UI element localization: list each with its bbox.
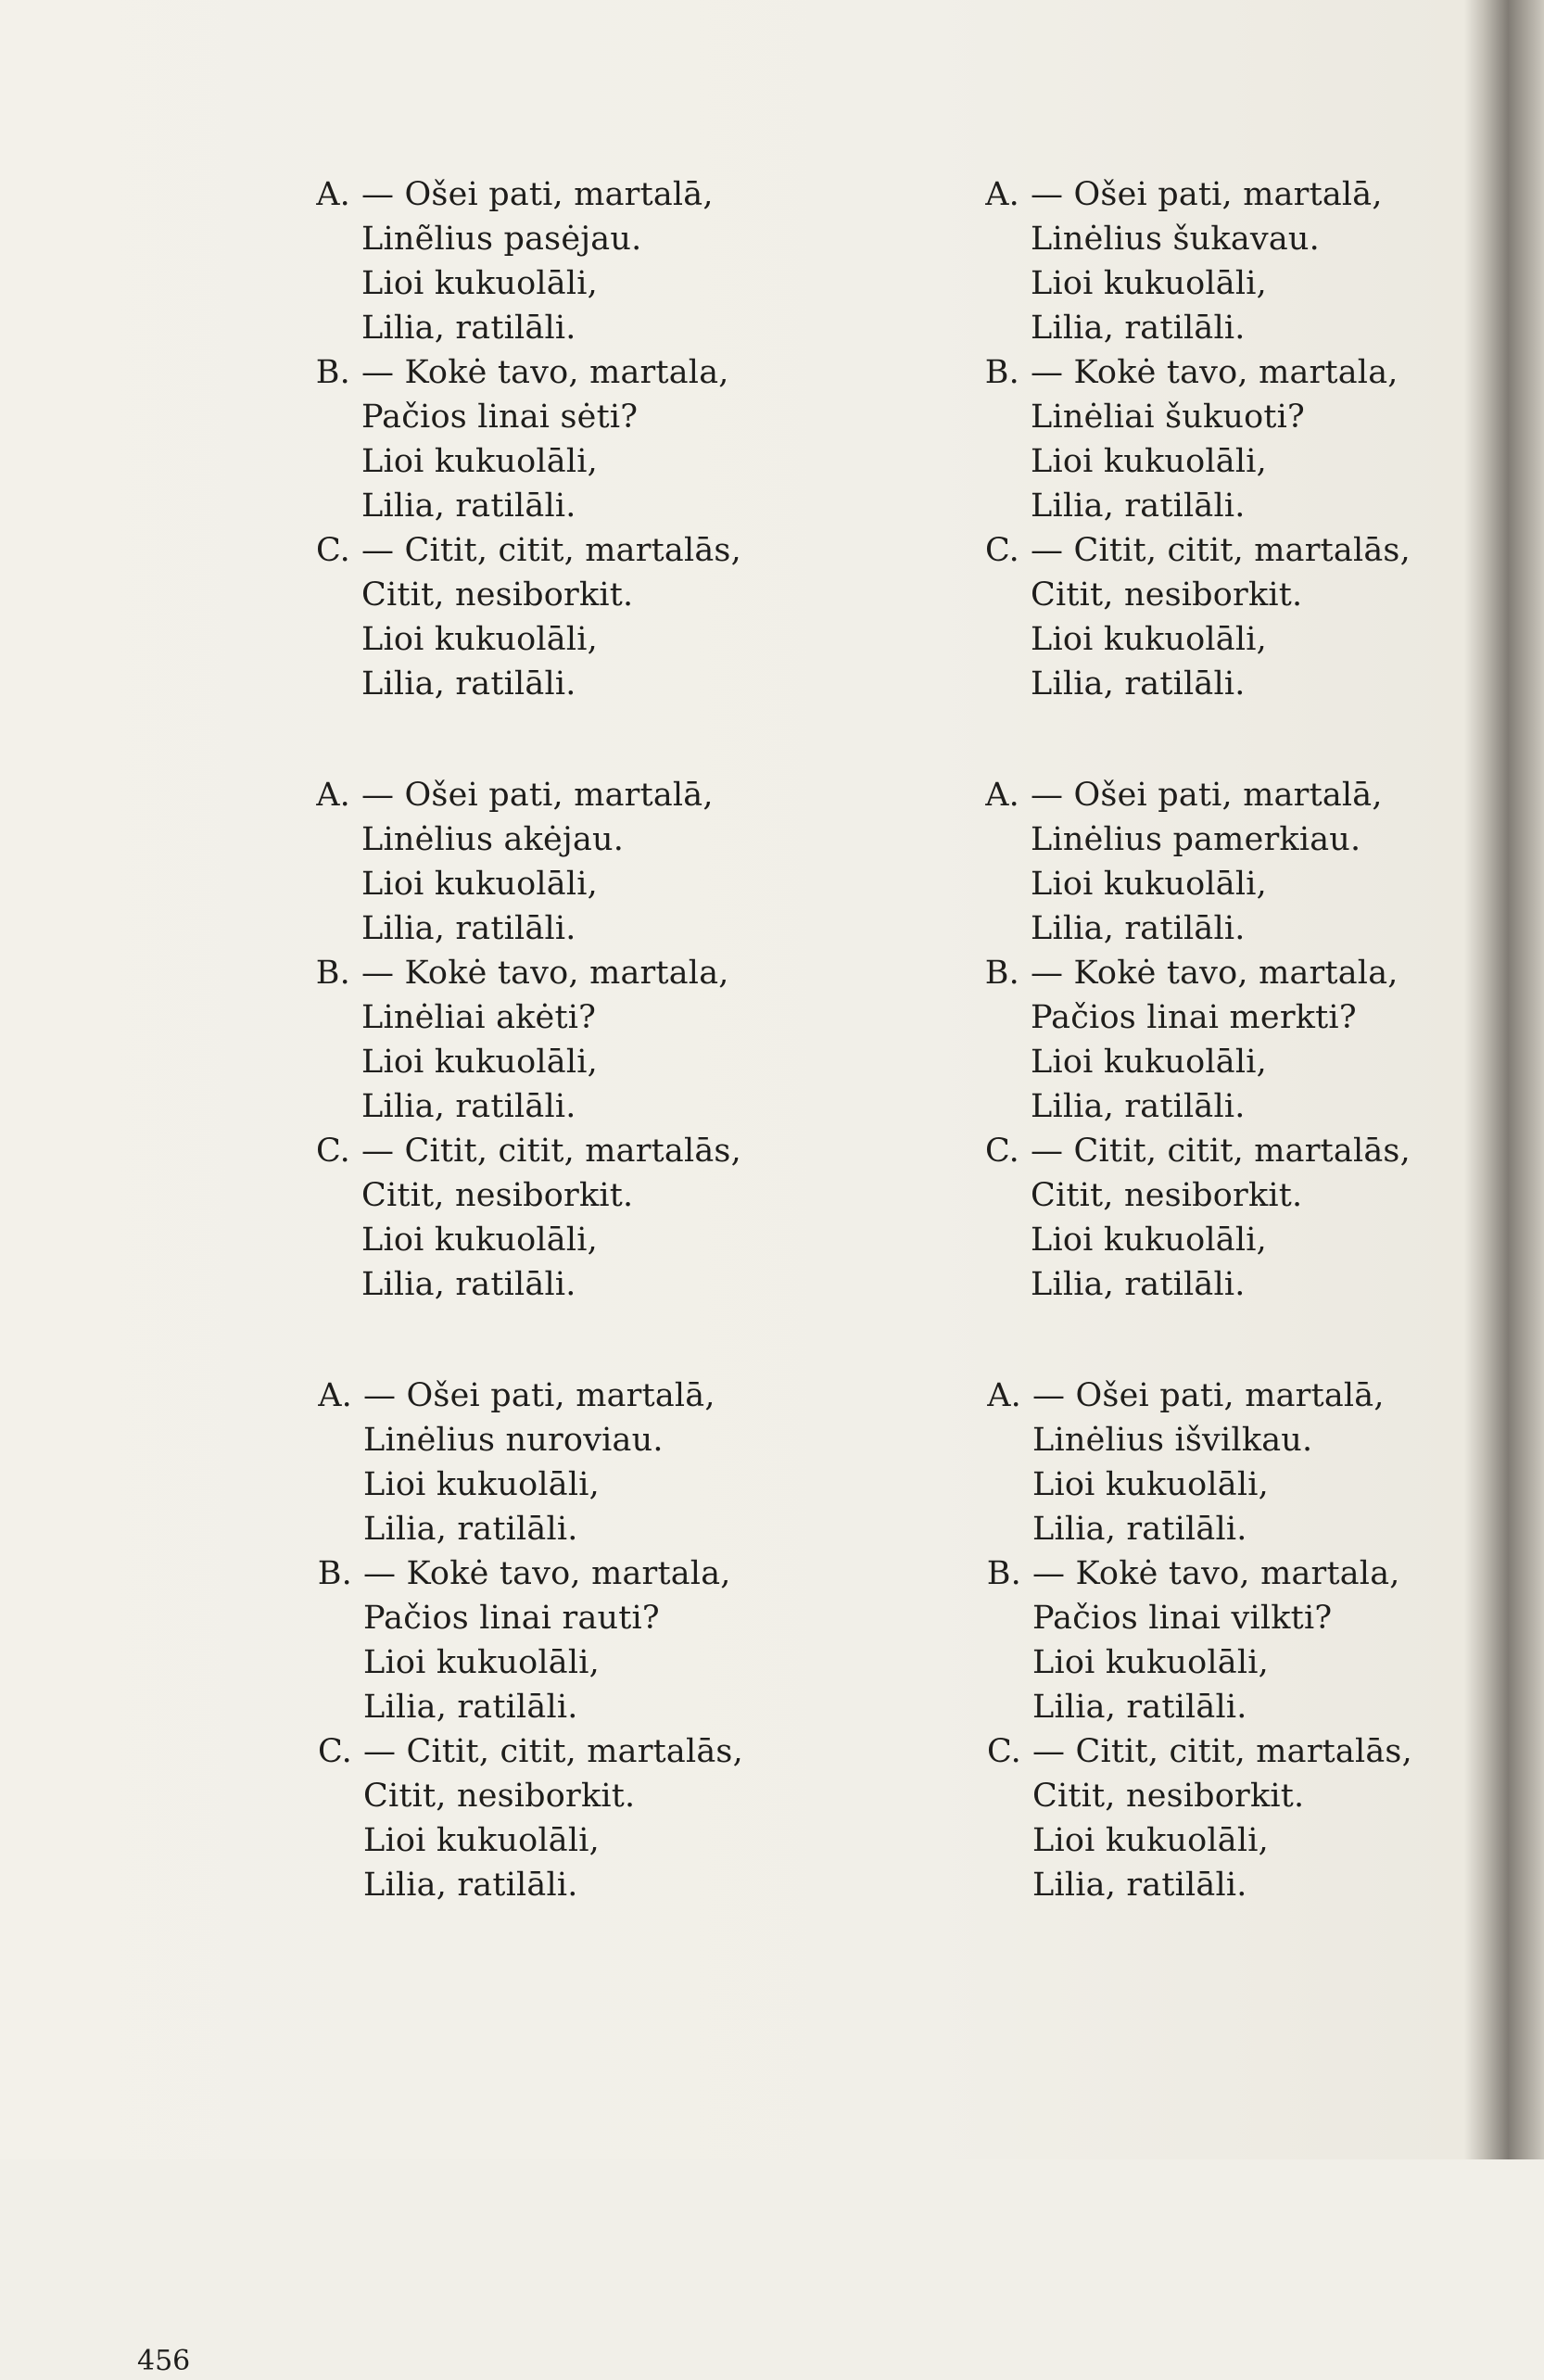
speaker-letter <box>966 1596 1021 1640</box>
verse-line <box>297 1596 890 1640</box>
speaker-letter: B. <box>984 955 1019 992</box>
verse-line <box>295 217 888 261</box>
verse-line <box>964 1262 1544 1307</box>
verse-text: — Citit, citit, martalās, <box>1032 1733 1412 1770</box>
verse-line <box>966 1863 1544 1907</box>
speaker-letter <box>295 862 350 906</box>
speaker-letter <box>964 573 1019 617</box>
verse-text: Lioi kukuolāli, <box>361 1044 598 1081</box>
speaker-letter <box>295 995 350 1040</box>
verse-text: — Ošei pati, martalā, <box>363 1377 715 1414</box>
stanza-1 <box>295 172 888 703</box>
verse-text: — Citit, citit, martalās, <box>361 532 741 569</box>
speaker-letter <box>297 1774 352 1818</box>
verse-text: — Kokė tavo, martala, <box>361 955 729 992</box>
verse-text: Pačios linai rauti? <box>363 1600 660 1637</box>
speaker-letter <box>964 662 1019 706</box>
verse-line <box>295 1084 888 1129</box>
verse-line <box>297 1462 890 1507</box>
stanza-2 <box>964 172 1544 703</box>
speaker-letter <box>295 217 350 261</box>
verse-line <box>964 906 1544 951</box>
verse-text: Lioi kukuolāli, <box>361 866 598 903</box>
verse-text: Lioi kukuolāli, <box>363 1644 600 1681</box>
verse-line <box>964 773 1544 817</box>
speaker-letter <box>295 906 350 951</box>
speaker-letter: C. <box>315 1133 350 1170</box>
verse-text: — Citit, citit, martalās, <box>1031 532 1411 569</box>
verse-text: Linėlius akėjau. <box>361 821 625 858</box>
verse-line <box>964 217 1544 261</box>
verse-line <box>297 1685 890 1729</box>
verse-line <box>295 1129 888 1173</box>
verse-line <box>964 662 1544 706</box>
speaker-letter <box>964 1040 1019 1084</box>
verse-text: Lilia, ratilāli. <box>361 665 576 703</box>
speaker-letter: A. <box>316 777 350 814</box>
verse-text: — Ošei pati, martalā, <box>1032 1377 1385 1414</box>
verse-line <box>295 1218 888 1262</box>
verse-text: Pačios linai vilkti? <box>1032 1600 1333 1637</box>
speaker-letter <box>297 1685 352 1729</box>
verse-line <box>295 484 888 528</box>
speaker-letter: B. <box>986 1555 1021 1592</box>
verse-line <box>295 1173 888 1218</box>
verse-text: Lioi kukuolāli, <box>1031 621 1267 658</box>
speaker-letter <box>295 395 350 439</box>
verse-text: — Citit, citit, martalās, <box>361 1133 741 1170</box>
verse-line <box>964 817 1544 862</box>
page-number: 456 <box>137 2345 191 2377</box>
verse-text: Citit, nesiborkit. <box>363 1778 636 1815</box>
verse-text: — Ošei pati, martalā, <box>361 176 714 213</box>
speaker-letter <box>297 1863 352 1907</box>
speaker-letter <box>295 484 350 528</box>
verse-text: Lioi kukuolāli, <box>1032 1822 1269 1859</box>
verse-text: Lilia, ratilāli. <box>1031 310 1246 347</box>
verse-text: Lioi kukuolāli, <box>361 621 598 658</box>
verse-line <box>297 1551 890 1596</box>
verse-line <box>295 350 888 395</box>
verse-line <box>295 951 888 995</box>
verse-line <box>964 573 1544 617</box>
verse-text: Lilia, ratilāli. <box>363 1867 578 1904</box>
verse-line <box>295 662 888 706</box>
speaker-letter: C. <box>984 532 1019 569</box>
verse-text: Pačios linai sėti? <box>361 399 639 436</box>
verse-line <box>966 1551 1544 1596</box>
verse-text: — Kokė tavo, martala, <box>363 1555 731 1592</box>
speaker-letter <box>966 1462 1021 1507</box>
verse-line <box>966 1640 1544 1685</box>
stanza-6 <box>966 1374 1544 1904</box>
speaker-letter <box>964 862 1019 906</box>
verse-text: Lioi kukuolāli, <box>1031 443 1267 480</box>
speaker-letter <box>297 1462 352 1507</box>
verse-line <box>966 1418 1544 1462</box>
verse-text: Lilia, ratilāli. <box>361 1088 576 1125</box>
speaker-letter <box>295 573 350 617</box>
verse-line <box>295 439 888 484</box>
verse-line <box>295 1040 888 1084</box>
verse-line <box>964 995 1544 1040</box>
speaker-letter <box>966 1774 1021 1818</box>
verse-line <box>964 261 1544 306</box>
verse-line <box>966 1774 1544 1818</box>
verse-line <box>966 1462 1544 1507</box>
verse-line <box>964 439 1544 484</box>
verse-line <box>297 1507 890 1551</box>
verse-line <box>966 1818 1544 1863</box>
speaker-letter: A. <box>987 1377 1021 1414</box>
speaker-letter <box>295 1040 350 1084</box>
verse-line <box>964 306 1544 350</box>
verse-text: Lioi kukuolāli, <box>1032 1644 1269 1681</box>
verse-line <box>966 1596 1544 1640</box>
verse-text: Lioi kukuolāli, <box>361 1222 598 1259</box>
speaker-letter <box>964 1084 1019 1129</box>
verse-line <box>966 1507 1544 1551</box>
speaker-letter <box>295 1084 350 1129</box>
verse-text: Lilia, ratilāli. <box>363 1689 578 1726</box>
verse-text: Lioi kukuolāli, <box>1031 1222 1267 1259</box>
speaker-letter <box>297 1418 352 1462</box>
speaker-letter <box>295 1262 350 1307</box>
verse-text: — Citit, citit, martalās, <box>1031 1133 1411 1170</box>
verse-text: Pačios linai merkti? <box>1031 999 1357 1036</box>
verse-text: Lilia, ratilāli. <box>1032 1511 1247 1548</box>
speaker-letter <box>295 662 350 706</box>
verse-text: Linėliai šukuoti? <box>1031 399 1306 436</box>
speaker-letter <box>964 484 1019 528</box>
verse-line <box>297 1418 890 1462</box>
speaker-letter <box>295 617 350 662</box>
speaker-letter <box>964 395 1019 439</box>
verse-line <box>966 1729 1544 1774</box>
speaker-letter <box>966 1685 1021 1729</box>
speaker-letter <box>295 1173 350 1218</box>
speaker-letter <box>964 617 1019 662</box>
speaker-letter <box>966 1507 1021 1551</box>
verse-line <box>297 1640 890 1685</box>
speaker-letter <box>964 1173 1019 1218</box>
verse-text: Lioi kukuolāli, <box>363 1466 600 1503</box>
stanza-4 <box>964 773 1544 1303</box>
verse-text: Lilia, ratilāli. <box>1031 1088 1246 1125</box>
speaker-letter <box>964 439 1019 484</box>
speaker-letter <box>966 1818 1021 1863</box>
verse-text: Citit, nesiborkit. <box>1031 576 1303 614</box>
speaker-letter <box>295 817 350 862</box>
verse-text: Lilia, ratilāli. <box>1032 1689 1247 1726</box>
verse-text: Lioi kukuolāli, <box>363 1822 600 1859</box>
verse-text: Lilia, ratilāli. <box>1031 665 1246 703</box>
speaker-letter <box>966 1640 1021 1685</box>
verse-text: — Ošei pati, martalā, <box>361 777 714 814</box>
verse-text: Lioi kukuolāli, <box>361 443 598 480</box>
verse-line <box>964 1173 1544 1218</box>
verse-line <box>964 1084 1544 1129</box>
speaker-letter <box>297 1640 352 1685</box>
verse-line <box>295 528 888 573</box>
verse-text: — Kokė tavo, martala, <box>1031 354 1398 391</box>
stanza-3 <box>295 773 888 1303</box>
verse-line <box>297 1818 890 1863</box>
stanza-5 <box>297 1374 890 1904</box>
verse-text: Linẽlius pasėjau. <box>361 221 642 258</box>
speaker-letter <box>964 261 1019 306</box>
speaker-letter <box>964 217 1019 261</box>
verse-text: — Kokė tavo, martala, <box>1032 1555 1400 1592</box>
verse-text: — Ošei pati, martalā, <box>1031 176 1383 213</box>
verse-line <box>295 773 888 817</box>
verse-text: Lioi kukuolāli, <box>1032 1466 1269 1503</box>
speaker-letter: A. <box>316 176 350 213</box>
verse-text: Lilia, ratilāli. <box>1032 1867 1247 1904</box>
speaker-letter <box>297 1596 352 1640</box>
verse-text: Citit, nesiborkit. <box>1032 1778 1305 1815</box>
speaker-letter <box>964 1218 1019 1262</box>
verse-text: Linėlius pamerkiau. <box>1031 821 1361 858</box>
verse-line <box>297 1729 890 1774</box>
verse-text: Lilia, ratilāli. <box>1031 1266 1246 1303</box>
verse-line <box>966 1685 1544 1729</box>
verse-line <box>295 172 888 217</box>
verse-line <box>295 862 888 906</box>
verse-text: — Ošei pati, martalā, <box>1031 777 1383 814</box>
speaker-letter <box>964 1262 1019 1307</box>
speaker-letter: C. <box>317 1733 352 1770</box>
verse-text: — Kokė tavo, martala, <box>361 354 729 391</box>
speaker-letter: B. <box>317 1555 352 1592</box>
verse-text: Linėlius išvilkau. <box>1032 1422 1313 1459</box>
verse-line <box>964 862 1544 906</box>
speaker-letter: C. <box>984 1133 1019 1170</box>
verse-line <box>295 617 888 662</box>
verse-line <box>295 261 888 306</box>
verse-line <box>964 1129 1544 1173</box>
verse-line <box>295 817 888 862</box>
verse-text: Citit, nesiborkit. <box>361 1177 634 1214</box>
speaker-letter <box>966 1418 1021 1462</box>
verse-text: Lioi kukuolāli, <box>1031 265 1267 302</box>
verse-text: Lioi kukuolāli, <box>1031 1044 1267 1081</box>
verse-line <box>964 172 1544 217</box>
verse-text: Lilia, ratilāli. <box>1031 487 1246 525</box>
verse-line <box>297 1774 890 1818</box>
verse-line <box>297 1863 890 1907</box>
speaker-letter <box>295 439 350 484</box>
verse-text: Lilia, ratilāli. <box>361 310 576 347</box>
verse-text: Lilia, ratilāli. <box>361 910 576 947</box>
verse-text: Lioi kukuolāli, <box>361 265 598 302</box>
verse-line <box>964 395 1544 439</box>
speaker-letter: B. <box>315 354 350 391</box>
verse-line <box>295 573 888 617</box>
verse-text: Linėliai akėti? <box>361 999 597 1036</box>
speaker-letter <box>964 906 1019 951</box>
speaker-letter: B. <box>315 955 350 992</box>
speaker-letter: C. <box>315 532 350 569</box>
verse-line <box>297 1374 890 1418</box>
verse-line <box>295 395 888 439</box>
verse-line <box>295 906 888 951</box>
speaker-letter: B. <box>984 354 1019 391</box>
verse-text: Lilia, ratilāli. <box>1031 910 1246 947</box>
verse-line <box>964 1218 1544 1262</box>
verse-text: Lilia, ratilāli. <box>363 1511 578 1548</box>
speaker-letter: A. <box>318 1377 352 1414</box>
verse-line <box>964 528 1544 573</box>
verse-line <box>295 995 888 1040</box>
verse-text: Lilia, ratilāli. <box>361 1266 576 1303</box>
speaker-letter <box>966 1863 1021 1907</box>
verse-text: Citit, nesiborkit. <box>361 576 634 614</box>
verse-text: Linėlius šukavau. <box>1031 221 1320 258</box>
speaker-letter <box>297 1507 352 1551</box>
verse-line <box>964 350 1544 395</box>
verse-text: Linėlius nuroviau. <box>363 1422 664 1459</box>
speaker-letter <box>295 1218 350 1262</box>
verse-line <box>966 1374 1544 1418</box>
speaker-letter: A. <box>985 176 1019 213</box>
speaker-letter: C. <box>986 1733 1021 1770</box>
verse-text: Citit, nesiborkit. <box>1031 1177 1303 1214</box>
speaker-letter <box>295 306 350 350</box>
verse-line <box>964 484 1544 528</box>
speaker-letter: A. <box>985 777 1019 814</box>
verse-text: Lilia, ratilāli. <box>361 487 576 525</box>
verse-line <box>295 1262 888 1307</box>
speaker-letter <box>295 261 350 306</box>
speaker-letter <box>964 817 1019 862</box>
verse-line <box>964 951 1544 995</box>
verse-line <box>295 306 888 350</box>
speaker-letter <box>964 306 1019 350</box>
speaker-letter <box>964 995 1019 1040</box>
verse-text: — Kokė tavo, martala, <box>1031 955 1398 992</box>
speaker-letter <box>297 1818 352 1863</box>
verse-text: — Citit, citit, martalās, <box>363 1733 743 1770</box>
verse-line <box>964 617 1544 662</box>
verse-line <box>964 1040 1544 1084</box>
verse-text: Lioi kukuolāli, <box>1031 866 1267 903</box>
